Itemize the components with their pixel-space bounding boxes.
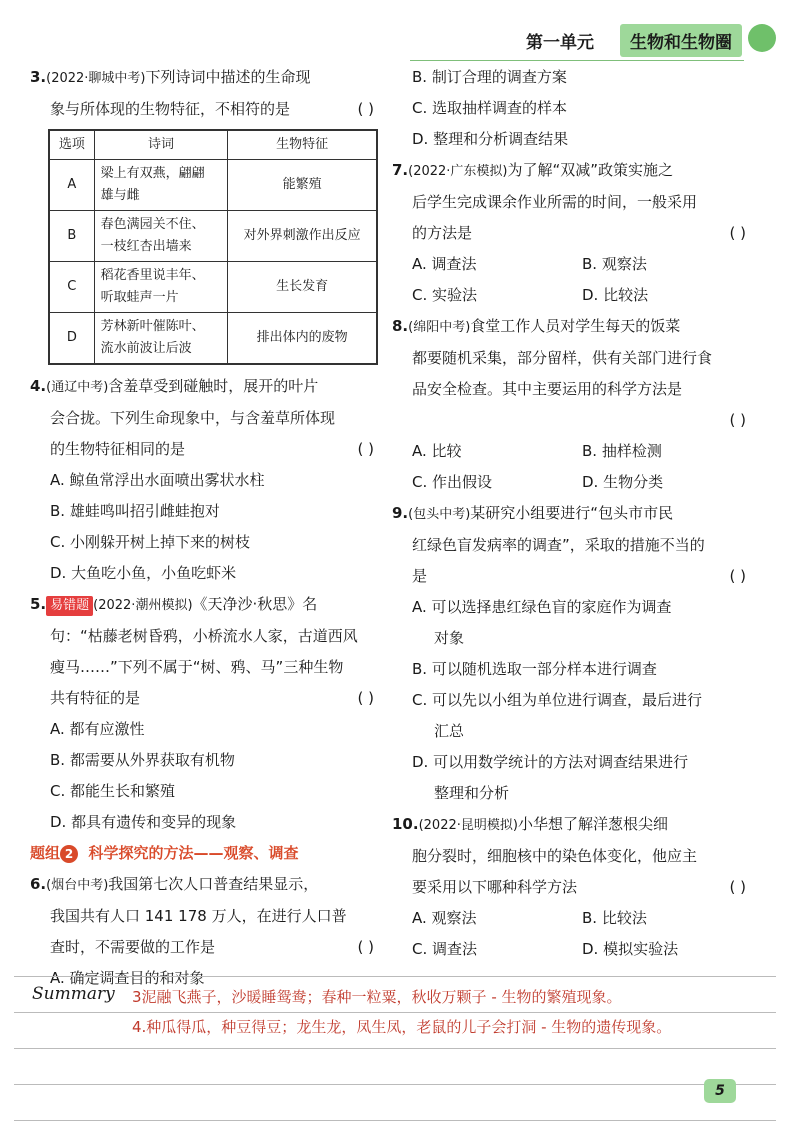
page-number: 5 (704, 1079, 736, 1103)
question-stem: 象与所体现的生物特征，不相符的是 (50, 100, 291, 118)
answer-blank: ( ) (357, 440, 374, 458)
table-cell-feature: 对外界刺激作出反应 (228, 211, 377, 262)
question-number: 4. (30, 377, 47, 395)
question-stem: 句：“枯藤老树昏鸦，小桥流水人家，古道西风 (50, 627, 358, 645)
question-stem: 某研究小组要进行“包头市市民 (470, 504, 674, 522)
summary-section (0, 976, 790, 1144)
option-row (392, 934, 752, 965)
poem-line: 雄与雌 (100, 188, 140, 203)
table-row (49, 262, 377, 313)
question-stem: 的生物特征相同的是 (50, 440, 186, 458)
question-stem: 我国第七次人口普查结果显示， (108, 875, 319, 893)
question-stem: 瘦马……”下列不属于“树、鸦、马”三种生物 (50, 658, 344, 676)
question-source: (烟台中考) (46, 878, 109, 893)
table-row (49, 160, 377, 211)
question-number: 6. (30, 875, 47, 893)
option[interactable]: B. 抽样检测 (582, 442, 662, 460)
question-9 (392, 498, 752, 809)
table-cell-option: B (49, 211, 94, 262)
question-stem: 红绿色盲发病率的调查”，采取的措施不当的 (412, 536, 705, 554)
poem-line: 稻花香里说丰年、 (100, 268, 205, 283)
unit-title: 第一单元 (526, 33, 594, 53)
question-stem: 《天净沙·秋思》名 (192, 595, 318, 613)
answer-blank: ( ) (729, 567, 746, 585)
question-stem: 的方法是 (412, 224, 473, 242)
question-source: (2022·聊城中考) (46, 71, 146, 86)
header-divider (410, 60, 744, 61)
option[interactable]: B. 制订合理的调查方案 (412, 68, 567, 86)
option-row (392, 467, 752, 498)
question-8 (392, 311, 752, 498)
table-cell-poem (94, 262, 228, 313)
question-source: (绵阳中考) (408, 320, 471, 335)
table-row (49, 313, 377, 365)
question-stem: 都要随机采集，部分留样，供有关部门进行食 (412, 349, 713, 367)
question-stem: 胞分裂时，细胞核中的染色体变化，他应主 (412, 847, 698, 865)
question-stem: 含羞草受到碰触时，展开的叶片 (108, 377, 319, 395)
poem-line: 一枝红杏出墙来 (100, 239, 192, 254)
option-row (392, 436, 752, 467)
poem-feature-table (48, 129, 378, 365)
poem-line: 梁上有双燕，翩翩 (100, 166, 205, 181)
group-number: 2 (60, 845, 78, 863)
option[interactable]: C. 调查法 (412, 940, 478, 958)
poem-line: 春色满园关不住、 (100, 217, 205, 232)
option[interactable]: D. 大鱼吃小鱼，小鱼吃虾米 (50, 564, 237, 582)
question-number: 7. (392, 161, 409, 179)
question-10 (392, 809, 752, 965)
question-source: (2022·广东模拟) (408, 164, 508, 179)
ruled-line (14, 1120, 776, 1121)
handwritten-note: 4.种瓜得瓜，种豆得豆；龙生龙，凤生凤，老鼠的儿子会打洞 - 生物的遗传现象。 (132, 1018, 672, 1036)
option[interactable]: B. 雄蛙鸣叫招引雌蛙抱对 (50, 502, 220, 520)
handwritten-note: 3泥融飞燕子，沙暖睡鸳鸯；春种一粒粟，秋收万颗子 - 生物的繁殖现象。 (132, 988, 622, 1006)
error-prone-badge: 易错题 (46, 596, 93, 616)
option[interactable]: C. 都能生长和繁殖 (50, 782, 176, 800)
topic-title: 生物和生物圈 (620, 24, 742, 57)
table-header: 选项 (49, 130, 94, 160)
ruled-line (14, 976, 776, 977)
table-header-row (49, 130, 377, 160)
right-column (392, 62, 752, 965)
answer-blank: ( ) (357, 100, 374, 118)
group-title: 科学探究的方法——观察、调查 (88, 844, 299, 862)
table-header: 生物特征 (228, 130, 377, 160)
table-cell-feature: 排出体内的废物 (228, 313, 377, 365)
option[interactable]: C. 小刚躲开树上掉下来的树枝 (50, 533, 251, 551)
question-stem: 会合拢。下列生命现象中，与含羞草所体现 (50, 409, 336, 427)
answer-blank: ( ) (357, 938, 374, 956)
option[interactable]: D. 生物分类 (582, 473, 664, 491)
question-5 (30, 589, 380, 838)
question-number: 10. (392, 815, 419, 833)
option[interactable]: D. 模拟实验法 (582, 940, 679, 958)
table-row (49, 211, 377, 262)
question-stem: 下列诗词中描述的生命现 (145, 68, 311, 86)
option[interactable]: A. 比较 (412, 442, 462, 460)
poem-line: 流水前波让后波 (100, 341, 192, 356)
table-cell-poem (94, 160, 228, 211)
option-row (392, 249, 752, 280)
option[interactable]: C. 选取抽样调查的样本 (412, 99, 568, 117)
question-number: 3. (30, 68, 47, 86)
question-stem: 要采用以下哪种科学方法 (412, 878, 578, 896)
question-stem: 食堂工作人员对学生每天的饭菜 (470, 317, 681, 335)
question-source: (2022·昆明模拟) (418, 818, 518, 833)
page-header (0, 22, 790, 58)
option[interactable]: A. 调查法 (412, 255, 477, 273)
poem-line: 听取蛙声一片 (100, 290, 179, 305)
answer-blank: ( ) (729, 411, 746, 429)
option[interactable]: B. 比较法 (582, 909, 647, 927)
option[interactable]: C. 作出假设 (412, 473, 493, 491)
header-decoration-dot (748, 24, 776, 52)
option-continued: 整理和分析 (434, 784, 510, 802)
question-stem: 查时，不需要做的工作是 (50, 938, 216, 956)
answer-blank: ( ) (357, 689, 374, 707)
question-stem: 为了解“双减”政策实施之 (507, 161, 674, 179)
option-continued: 汇总 (434, 722, 465, 740)
option[interactable]: D. 比较法 (582, 286, 649, 304)
left-column (30, 62, 380, 994)
option[interactable]: C. 可以先以小组为单位进行调查，最后进行 (412, 691, 703, 709)
answer-blank: ( ) (729, 224, 746, 242)
option-row (392, 280, 752, 311)
answer-blank: ( ) (729, 878, 746, 896)
question-source: (2022·潮州模拟) (93, 598, 193, 613)
question-stem: 是 (412, 567, 428, 585)
poem-line: 芳林新叶催陈叶、 (100, 319, 205, 334)
option[interactable]: B. 都需要从外界获取有机物 (50, 751, 235, 769)
question-source: (通辽中考) (46, 380, 109, 395)
option[interactable]: D. 整理和分析调查结果 (412, 130, 569, 148)
group-label: 题组 (30, 844, 61, 862)
question-stem: 共有特征的是 (50, 689, 141, 707)
ruled-line (14, 1012, 776, 1013)
question-stem: 我国共有人口 141 178 万人，在进行人口普 (50, 907, 347, 925)
option[interactable]: A. 鲸鱼常浮出水面喷出雾状水柱 (50, 471, 265, 489)
question-4 (30, 371, 380, 589)
question-number: 8. (392, 317, 409, 335)
question-number: 5. (30, 595, 47, 613)
table-cell-option: C (49, 262, 94, 313)
question-3 (30, 62, 380, 365)
option[interactable]: D. 可以用数学统计的方法对调查结果进行 (412, 753, 689, 771)
option[interactable]: A. 确定调查目的和对象 (50, 969, 205, 987)
question-stem: 后学生完成课余作业所需的时间，一般采用 (412, 193, 698, 211)
option[interactable]: A. 可以选择患红绿色盲的家庭作为调查 (412, 598, 672, 616)
table-cell-option: D (49, 313, 94, 365)
question-number: 9. (392, 504, 409, 522)
option[interactable]: A. 观察法 (412, 909, 477, 927)
table-cell-feature: 生长发育 (228, 262, 377, 313)
option[interactable]: A. 都有应激性 (50, 720, 145, 738)
option-row (392, 903, 752, 934)
question-stem: 品安全检查。其中主要运用的科学方法是 (412, 380, 683, 398)
question-7 (392, 155, 752, 311)
question-source: (包头中考) (408, 507, 471, 522)
option[interactable]: D. 都具有遗传和变异的现象 (50, 813, 237, 831)
table-cell-poem (94, 211, 228, 262)
table-header: 诗词 (94, 130, 228, 160)
question-group-heading (30, 838, 380, 869)
table-cell-option: A (49, 160, 94, 211)
table-cell-poem (94, 313, 228, 365)
option[interactable]: B. 观察法 (582, 255, 647, 273)
ruled-line (14, 1048, 776, 1049)
ruled-line (14, 1084, 776, 1085)
option[interactable]: B. 可以随机选取一部分样本进行调查 (412, 660, 657, 678)
option-continued: 对象 (434, 629, 465, 647)
option[interactable]: C. 实验法 (412, 286, 478, 304)
question-stem: 小华想了解洋葱根尖细 (517, 815, 668, 833)
summary-title: Summary (32, 984, 115, 1004)
table-cell-feature: 能繁殖 (228, 160, 377, 211)
